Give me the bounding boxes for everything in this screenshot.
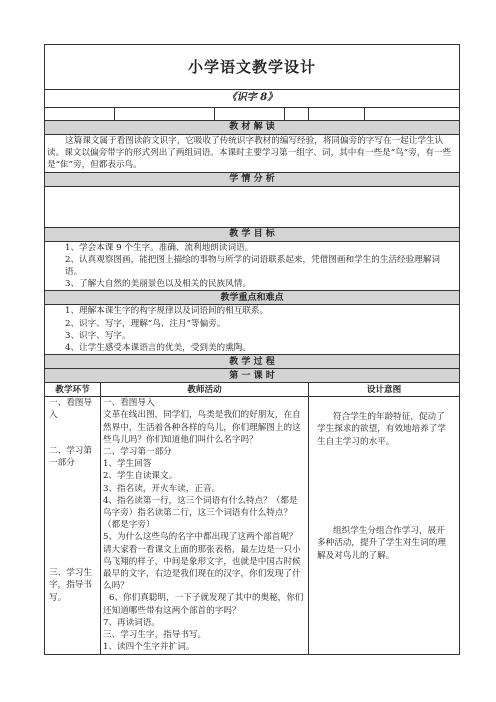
col-activity-header: 教师活动 xyxy=(101,383,309,397)
document-title: 小学语文教学设计 xyxy=(45,45,460,90)
keypoints-content xyxy=(45,305,460,355)
col-intent-header: 设计意图 xyxy=(309,383,460,397)
intent-text: 组织学生分组合作学习，展开多种活动，提升了学生对生词的理解及对鸟儿的了解。 xyxy=(317,526,446,561)
activity-line: 文革在线出图，同学们，鸟类是我们的好朋友，在自然界中，生活着各种各样的鸟儿，你们理解图上的这些鸟儿吗？你们知道他们叫什么名字吗？ xyxy=(103,410,301,445)
material-text: 这篇课文属于看图读韵文识字，它吸收了传统识字教材的编写经验，将同偏旁的字写在一起让学生认读。课文以偏旁带字的形式列出了两组词语。本课时主要学习第一组字、词，其中有一些是“鸟”旁，有一些是“隹”旁，但都表示鸟。 xyxy=(45,135,460,173)
activity-line: 7、再读词语。 xyxy=(103,617,161,628)
activity-line: 6、你们真聪明，一下子就发现了其中的奥秘，你们还知道哪些带有这两个部首的字吗？ xyxy=(103,593,304,616)
intent-column xyxy=(309,397,460,654)
material-heading: 教 材 解 读 xyxy=(45,121,460,135)
activity-line: 5、为什么这些鸟的名字中都出现了这两个部首呢？请大家看一看课文上面的那张表格，最左边是一只小鸟飞翔的样子，中间是象形文字，也就是中国古时候最早的文字，右边是我们现在的汉字，你们发现了什么吗？ xyxy=(103,532,301,592)
students-heading: 学 情 分 析 xyxy=(45,172,460,186)
keypoint-item: 2、识字、写字，理解“鸟、注月”等偏旁。 xyxy=(65,318,226,329)
activity-line: 2、学生自读课文。 xyxy=(103,471,178,482)
activity-line: 一、看图导入 xyxy=(103,398,155,409)
process-heading: 教 学 过 程 xyxy=(45,355,460,369)
activity-line: 二、学习第一部分 xyxy=(103,447,172,458)
goal-item: 2、认真观察图画，能把图上描绘的事物与所学的词语联系起来，凭借图画和学生的生活经验理解词语。 xyxy=(65,254,441,278)
keypoints-heading: 教学重点和难点 xyxy=(45,291,460,305)
lesson-plan-document xyxy=(44,44,459,655)
activity-column xyxy=(101,397,309,654)
lesson-title: 《识字 8》 xyxy=(45,90,460,108)
goal-item: 1、学会本课 9 个生字。准确、流利地朗读词语。 xyxy=(65,242,254,253)
activity-line: 1、读四个生字并扩词。 xyxy=(103,642,195,653)
students-content xyxy=(45,186,460,227)
stage-label: 一、看图导入 xyxy=(49,398,92,421)
period-heading: 第 一 课 时 xyxy=(45,369,460,383)
keypoint-item: 3、识字、写字。 xyxy=(65,330,131,341)
activity-line: 三、学习生字，指导书写。 xyxy=(103,630,207,641)
goal-item: 3、了解大自然的美丽景色以及相关的民族风情。 xyxy=(65,279,251,290)
stage-column xyxy=(45,397,101,654)
activity-line: 3、指名读，开火车读，正音。 xyxy=(103,483,221,494)
keypoint-item: 4、让学生感受本课语言的优美，受到美的熏陶。 xyxy=(65,343,251,354)
activity-line: 1、学生回答 xyxy=(103,459,152,470)
activity-line: 4、指名读第一行，这三个词语有什么特点？（都是鸟字旁）指名读第二行，这三个词语有什么特点？（都是字旁） xyxy=(103,495,298,531)
intent-text: 符合学生的年龄特征，促动了学生探求的欲望，有效地培养了学生自主学习的水平。 xyxy=(317,412,446,447)
goals-content xyxy=(45,241,460,291)
lesson-plan-table xyxy=(44,44,460,655)
keypoint-item: 1、理解本课生字的构字规律以及词语间的相互联系。 xyxy=(65,306,269,317)
col-stage-header: 教学环节 xyxy=(45,383,101,397)
blank-grid-row xyxy=(45,108,460,121)
goals-heading: 教 学 目 标 xyxy=(45,227,460,241)
stage-label: 二、学习第一部分 xyxy=(49,446,92,469)
stage-label: 三、学习生字，指导书写。 xyxy=(49,568,92,603)
